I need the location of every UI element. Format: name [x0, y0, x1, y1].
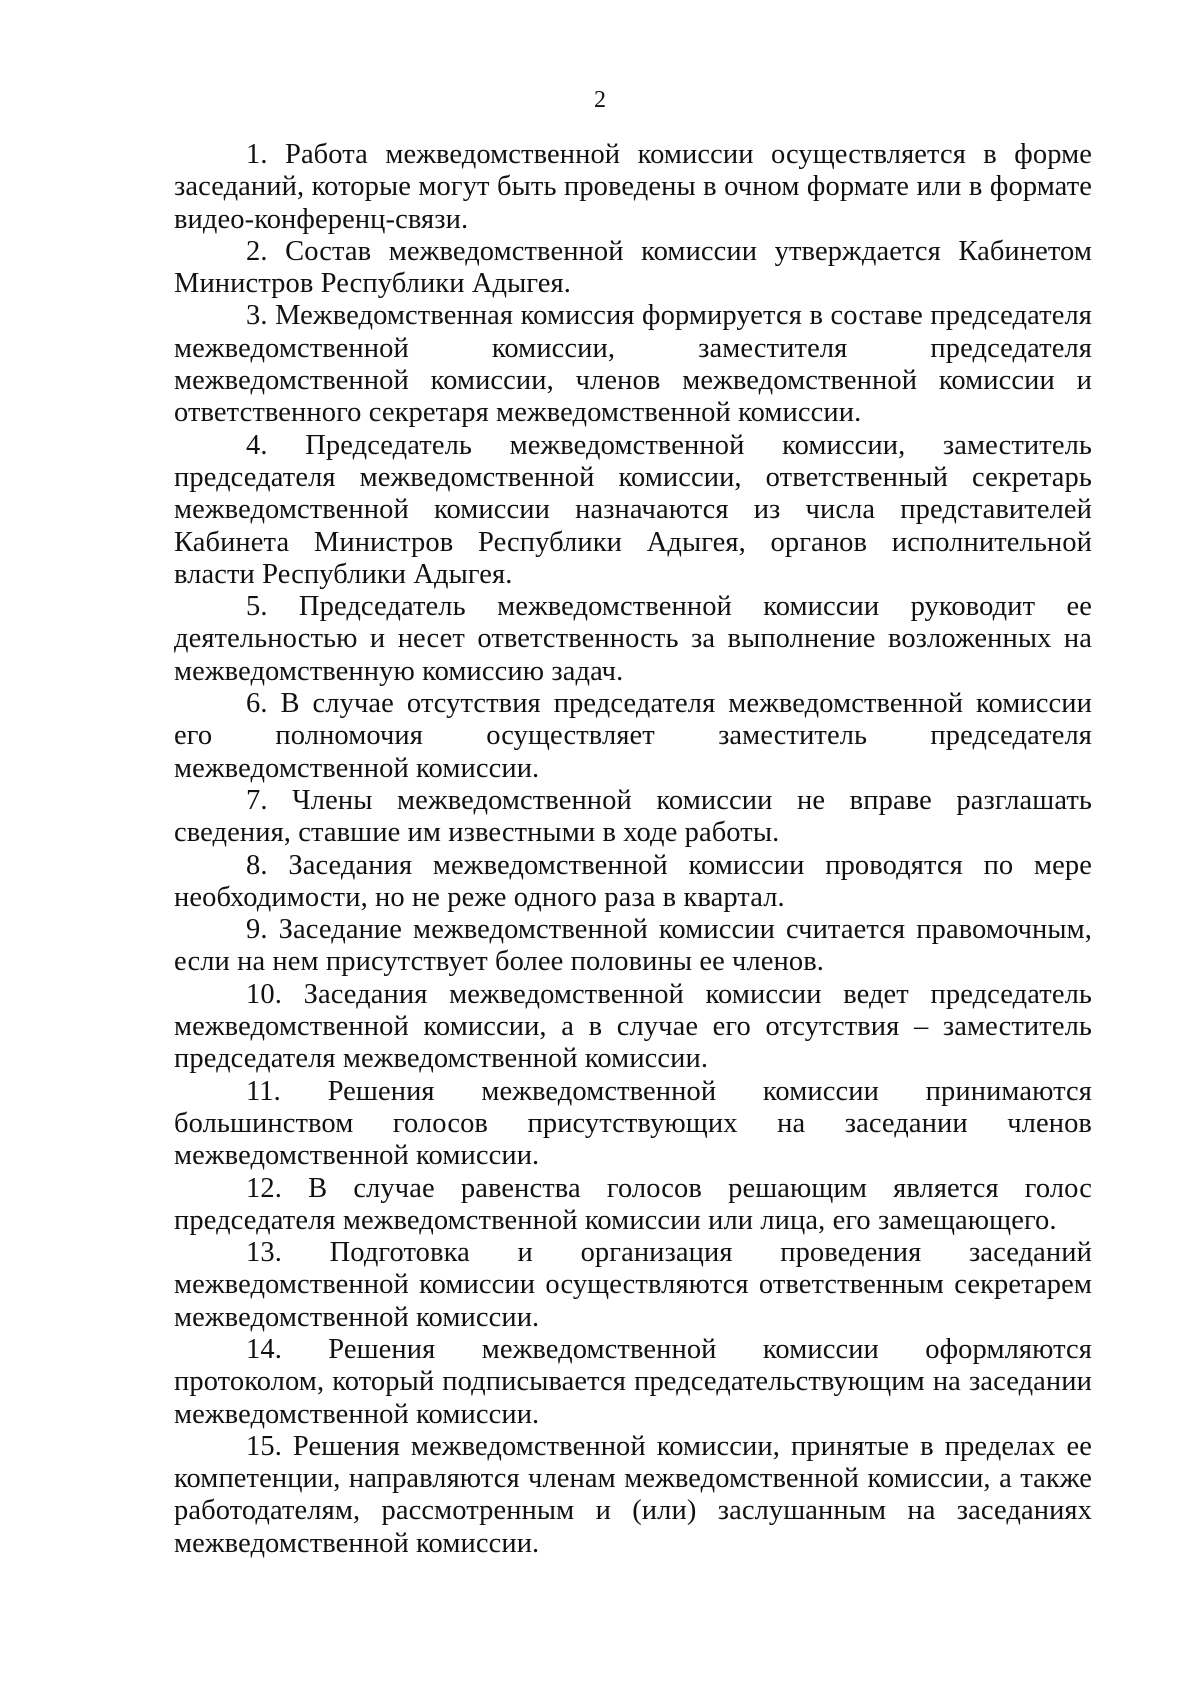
- paragraph-14: 14. Решения межведомственной комиссии оформляются протоколом, который подписывается председательствующим на заседании межведомственной комиссии.: [174, 1333, 1092, 1430]
- paragraph-2: 2. Состав межведомственной комиссии утверждается Кабинетом Министров Республики Адыгея.: [174, 235, 1092, 300]
- document-body: [174, 139, 1092, 1560]
- paragraph-7: 7. Члены межведомственной комиссии не вправе разглашать сведения, ставшие им известными в ходе работы.: [174, 784, 1092, 849]
- paragraph-8: 8. Заседания межведомственной комиссии проводятся по мере необходимости, но не реже одного раза в квартал.: [174, 849, 1092, 913]
- paragraph-6: 6. В случае отсутствия председателя межведомственной комиссии его полномочия осуществляет заместитель председателя межведомственной комиссии.: [174, 688, 1092, 784]
- paragraph-11: 11. Решения межведомственной комиссии принимаются большинством голосов присутствующих на заседании членов межведомственной комиссии.: [174, 1075, 1092, 1172]
- paragraph-12: 12. В случае равенства голосов решающим является голос председателя межведомственной комиссии или лица, его замещающего.: [174, 1172, 1092, 1236]
- paragraph-4: 4. Председатель межведомственной комиссии, заместитель председателя межведомственной комиссии, ответственный секретарь межведомственной комиссии назначаются из числа представителей Кабинета Министров Республики Адыгея, органов исполнительной власти Республики Адыгея.: [174, 429, 1092, 590]
- paragraph-10: 10. Заседания межведомственной комиссии ведет председатель межведомственной комиссии, а в случае его отсутствия – заместитель председателя межведомственной комиссии.: [174, 978, 1092, 1075]
- paragraph-15: 15. Решения межведомственной комиссии, принятые в пределах ее компетенции, направляются членам межведомственной комиссии, а также работодателям, рассмотренным и (или) заслушанным на заседаниях межведомственной комиссии.: [174, 1430, 1092, 1559]
- paragraph-3: 3. Межведомственная комиссия формируется в составе председателя межведомственной комиссии, заместителя председателя межведомственной комиссии, членов межведомственной комиссии и ответственного секретаря межведомственной комиссии.: [174, 300, 1092, 429]
- page-number: 2: [594, 87, 606, 113]
- paragraph-1: 1. Работа межведомственной комиссии осуществляется в форме заседаний, которые могут быть проведены в очном формате или в формате видео-конференц-связи.: [174, 139, 1092, 235]
- paragraph-5: 5. Председатель межведомственной комиссии руководит ее деятельностью и несет ответственность за выполнение возложенных на межведомственную комиссию задач.: [174, 591, 1092, 687]
- paragraph-9: 9. Заседание межведомственной комиссии считается правомочным, если на нем присутствует более половины ее членов.: [174, 914, 1092, 978]
- paragraph-13: 13. Подготовка и организация проведения заседаний межведомственной комиссии осуществляются ответственным секретарем межведомственной комиссии.: [174, 1237, 1092, 1333]
